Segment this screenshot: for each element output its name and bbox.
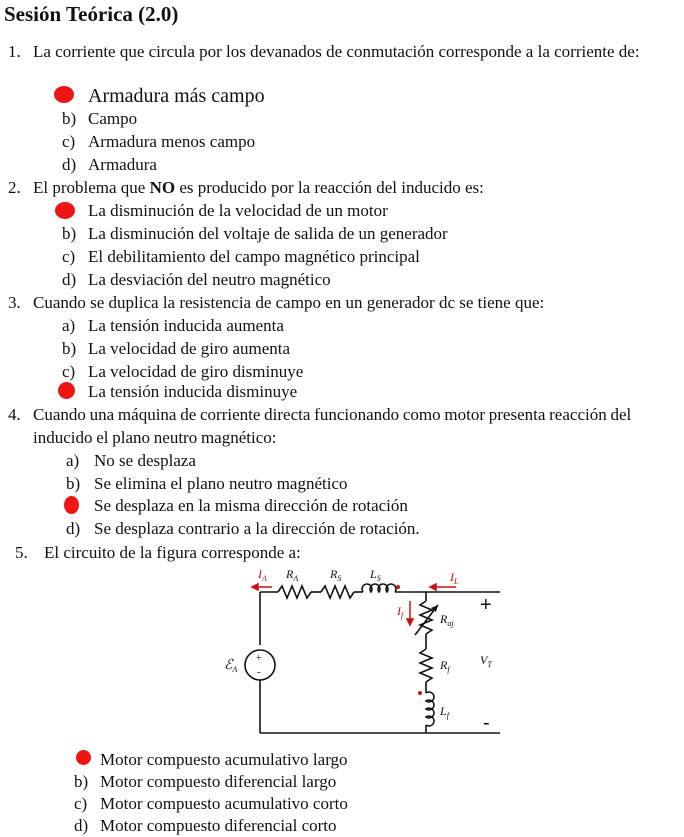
source-minus-sign: - (257, 666, 261, 678)
answer-mark (58, 382, 75, 399)
polarity-dot-ls (396, 585, 400, 589)
option-4a-letter: a) (66, 451, 80, 470)
label-vt: $V_T$ (480, 653, 492, 669)
terminal-minus: - (483, 712, 490, 734)
option-4c: Se desplaza en la misma dirección de rotación (94, 496, 408, 515)
resistor-raj-symbol (420, 601, 432, 634)
option-2d-letter: d) (62, 270, 77, 289)
option-3c: La velocidad de giro disminuye (88, 362, 304, 381)
answer-mark (64, 496, 79, 514)
option-2b-letter: b) (62, 224, 77, 243)
option-4a: No se desplaza (94, 451, 196, 470)
question-4-number: 4. (8, 405, 21, 424)
option-4d: Se desplaza contrario a la dirección de rotación. (94, 519, 420, 538)
terminal-plus: + (480, 594, 492, 616)
option-1b-letter: b) (62, 109, 77, 128)
question-2-number: 2. (8, 178, 21, 197)
question-1-number: 1. (8, 42, 21, 61)
option-4b: Se elimina el plano neutro magnético (94, 474, 348, 493)
answer-mark (55, 202, 75, 219)
question-2-text-after: es producido por la reacción del inducido es: (175, 178, 484, 197)
label-ls: $L_S$ (370, 567, 381, 583)
option-2c-letter: c) (62, 247, 76, 266)
option-3a: La tensión inducida aumenta (88, 316, 284, 335)
source-plus-sign: + (256, 653, 262, 664)
answer-mark (54, 86, 74, 103)
option-2b: La disminución del voltaje de salida de un generador (88, 224, 448, 243)
resistor-rs-symbol (321, 586, 354, 598)
option-2d: La desviación del neutro magnético (88, 270, 331, 289)
option-3d: La tensión inducida disminuye (88, 382, 298, 401)
option-1c-letter: c) (62, 132, 76, 151)
option-1c: Armadura menos campo (88, 132, 256, 151)
label-ra: $R_A$ (286, 567, 299, 583)
option-3b: La velocidad de giro aumenta (88, 339, 291, 358)
question-3-number: 3. (8, 293, 21, 312)
option-5a: Motor compuesto acumulativo largo (100, 750, 348, 769)
label-il: $I_L$ (450, 570, 459, 586)
current-if-arrowhead (407, 619, 413, 625)
option-1a: Armadura más campo (88, 85, 265, 107)
label-ea: ℰ$_A$ (224, 658, 238, 674)
option-3a-letter: a) (62, 316, 76, 335)
label-rs: $R_S$ (330, 567, 342, 583)
inductor-ls-symbol (362, 584, 396, 592)
question-5-number: 5. (15, 543, 28, 562)
question-3-text: Cuando se duplica la resistencia de campo en un generador dc se tiene que: (33, 293, 545, 312)
label-lf: $L_f$ (440, 704, 449, 720)
option-5c: Motor compuesto acumulativo corto (100, 794, 348, 813)
label-raj: $R_{aj}$ (440, 612, 454, 628)
question-1-text: La corriente que circula por los devanados de conmutación corresponde a la corriente de: (33, 42, 640, 61)
option-3b-letter: b) (62, 339, 77, 358)
option-1d-letter: d) (62, 155, 77, 174)
resistor-ra-symbol (278, 586, 311, 598)
question-2-text (33, 176, 678, 199)
question-2-text-before: El problema que (33, 178, 150, 197)
current-il-arrowhead (430, 584, 436, 590)
rheostat-arrowhead (431, 605, 438, 612)
inductor-lf-symbol (426, 692, 434, 726)
resistor-rf-symbol (420, 649, 432, 682)
option-2a: La disminución de la velocidad de un motor (88, 201, 388, 220)
option-5c-letter: c) (74, 794, 88, 813)
question-2-text-bold: NO (149, 178, 176, 197)
option-5d-letter: d) (74, 816, 89, 835)
option-5b: Motor compuesto diferencial largo (100, 772, 337, 791)
option-4b-letter: b) (66, 474, 81, 493)
option-1d: Armadura (88, 155, 157, 174)
circuit-diagram (210, 565, 520, 745)
polarity-dot-lf (418, 691, 422, 695)
label-ia: $I_A$ (258, 567, 267, 583)
answer-mark (76, 750, 91, 765)
option-1b: Campo (88, 109, 138, 128)
option-2c: El debilitamiento del campo magnético principal (88, 247, 420, 266)
option-3c-letter: c) (62, 362, 76, 381)
option-4d-letter: d) (66, 519, 81, 538)
label-if: $I_f$ (397, 604, 404, 620)
label-rf: $R_f$ (440, 658, 450, 674)
option-5b-letter: b) (74, 772, 89, 791)
current-ia-arrowhead (252, 584, 258, 590)
question-5-text: El circuito de la figura corresponde a: (44, 543, 301, 562)
question-4-text: Cuando una máquina de corriente directa funcionando como motor presenta reacción del inducido el plano neutro magnético: (33, 405, 632, 447)
option-5d: Motor compuesto diferencial corto (100, 816, 337, 835)
page-title: Sesión Teórica (2.0) (4, 2, 179, 26)
